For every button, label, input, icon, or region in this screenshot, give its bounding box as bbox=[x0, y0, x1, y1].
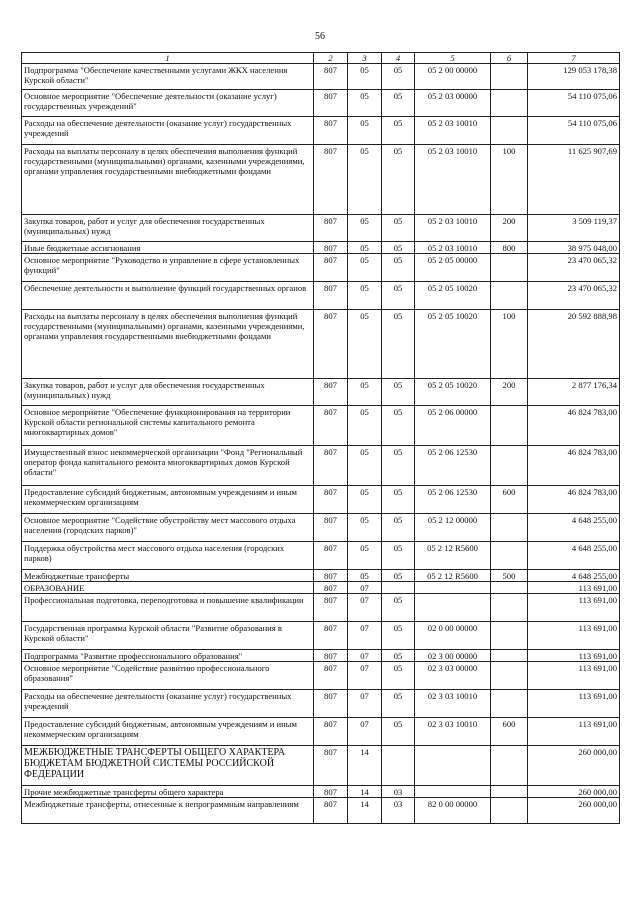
row-ministry-code: 807 bbox=[314, 570, 348, 582]
row-target-article: 02 3 03 00000 bbox=[415, 662, 491, 690]
row-expense-type bbox=[491, 64, 528, 90]
table-row bbox=[22, 446, 620, 486]
column-header: 3 bbox=[348, 53, 382, 64]
row-name: Прочие межбюджетные трансферты общего характера bbox=[22, 786, 314, 798]
row-section-code: 07 bbox=[348, 594, 382, 622]
row-expense-type bbox=[491, 446, 528, 486]
row-target-article: 05 2 00 00000 bbox=[415, 64, 491, 90]
row-target-article: 82 0 00 00000 bbox=[415, 798, 491, 824]
row-ministry-code: 807 bbox=[314, 242, 348, 254]
row-expense-type bbox=[491, 514, 528, 542]
row-amount: 54 110 075,06 bbox=[528, 90, 620, 117]
row-expense-type bbox=[491, 254, 528, 282]
row-subsection-code: 05 bbox=[382, 215, 415, 242]
row-ministry-code: 807 bbox=[314, 690, 348, 718]
row-subsection-code: 05 bbox=[382, 486, 415, 514]
row-name: Поддержка обустройства мест массового отдыха населения (городских парков) bbox=[22, 542, 314, 570]
row-ministry-code: 807 bbox=[314, 786, 348, 798]
row-target-article: 05 2 03 00000 bbox=[415, 90, 491, 117]
column-header: 7 bbox=[528, 53, 620, 64]
row-ministry-code: 807 bbox=[314, 117, 348, 145]
row-target-article: 02 3 03 10010 bbox=[415, 690, 491, 718]
row-section-code: 07 bbox=[348, 622, 382, 650]
row-target-article bbox=[415, 746, 491, 786]
row-ministry-code: 807 bbox=[314, 145, 348, 215]
row-target-article: 05 2 06 12530 bbox=[415, 446, 491, 486]
row-target-article bbox=[415, 582, 491, 594]
row-section-code: 05 bbox=[348, 514, 382, 542]
table-row bbox=[22, 622, 620, 650]
table-row bbox=[22, 406, 620, 446]
row-target-article: 05 2 03 10010 bbox=[415, 145, 491, 215]
row-subsection-code: 05 bbox=[382, 379, 415, 406]
table-row bbox=[22, 786, 620, 798]
row-amount: 23 470 065,32 bbox=[528, 282, 620, 310]
row-amount: 3 509 119,37 bbox=[528, 215, 620, 242]
row-target-article: 02 0 00 00000 bbox=[415, 622, 491, 650]
row-amount: 260 000,00 bbox=[528, 798, 620, 824]
row-expense-type bbox=[491, 117, 528, 145]
row-amount: 46 824 783,00 bbox=[528, 486, 620, 514]
page-number: 56 bbox=[315, 31, 325, 42]
table-row bbox=[22, 117, 620, 145]
row-section-code: 05 bbox=[348, 90, 382, 117]
row-subsection-code: 05 bbox=[382, 282, 415, 310]
column-header: 2 bbox=[314, 53, 348, 64]
row-subsection-code: 05 bbox=[382, 570, 415, 582]
row-target-article: 05 2 12 R5600 bbox=[415, 542, 491, 570]
row-section-code: 05 bbox=[348, 282, 382, 310]
row-section-code: 05 bbox=[348, 145, 382, 215]
row-target-article bbox=[415, 786, 491, 798]
row-amount: 260 000,00 bbox=[528, 786, 620, 798]
column-header: 1 bbox=[22, 53, 314, 64]
table-row bbox=[22, 90, 620, 117]
row-amount: 11 625 907,69 bbox=[528, 145, 620, 215]
table-row bbox=[22, 594, 620, 622]
row-expense-type bbox=[491, 282, 528, 310]
row-amount: 113 691,00 bbox=[528, 650, 620, 662]
header-row bbox=[22, 53, 620, 64]
row-name: ОБРАЗОВАНИЕ bbox=[22, 582, 314, 594]
row-subsection-code: 05 bbox=[382, 718, 415, 746]
row-section-code: 05 bbox=[348, 379, 382, 406]
row-target-article: 05 2 05 10020 bbox=[415, 379, 491, 406]
table-row bbox=[22, 542, 620, 570]
row-amount: 113 691,00 bbox=[528, 662, 620, 690]
row-section-code: 05 bbox=[348, 64, 382, 90]
row-name: Межбюджетные трансферты bbox=[22, 570, 314, 582]
row-expense-type bbox=[491, 542, 528, 570]
row-expense-type: 600 bbox=[491, 486, 528, 514]
row-ministry-code: 807 bbox=[314, 594, 348, 622]
row-section-code: 07 bbox=[348, 718, 382, 746]
row-name: Основное мероприятие "Руководство и управление в сфере установленных функций" bbox=[22, 254, 314, 282]
row-name: Иные бюджетные ассигнования bbox=[22, 242, 314, 254]
row-subsection-code: 05 bbox=[382, 242, 415, 254]
row-section-code: 05 bbox=[348, 215, 382, 242]
row-amount: 129 053 178,38 bbox=[528, 64, 620, 90]
row-subsection-code: 05 bbox=[382, 662, 415, 690]
row-target-article: 05 2 05 00000 bbox=[415, 254, 491, 282]
row-ministry-code: 807 bbox=[314, 254, 348, 282]
table-row bbox=[22, 798, 620, 824]
row-name: Основное мероприятие "Обеспечение деятельности (оказание услуг) государственных учреждений" bbox=[22, 90, 314, 117]
row-target-article bbox=[415, 594, 491, 622]
row-ministry-code: 807 bbox=[314, 662, 348, 690]
row-section-code: 14 bbox=[348, 746, 382, 786]
row-name: МЕЖБЮДЖЕТНЫЕ ТРАНСФЕРТЫ ОБЩЕГО ХАРАКТЕРА БЮДЖЕТАМ БЮДЖЕТНОЙ СИСТЕМЫ РОССИЙСКОЙ ФЕДЕРАЦИИ bbox=[22, 746, 314, 786]
row-name: Расходы на выплаты персоналу в целях обеспечения выполнения функций государственными (муниципальными) органами, казенными учреждениями, органами управления государственными внебюджетными фондами bbox=[22, 310, 314, 379]
row-subsection-code: 05 bbox=[382, 117, 415, 145]
row-section-code: 05 bbox=[348, 446, 382, 486]
table-row bbox=[22, 242, 620, 254]
row-section-code: 05 bbox=[348, 117, 382, 145]
row-name: Расходы на выплаты персоналу в целях обеспечения выполнения функций государственными (муниципальными) органами, казенными учреждениями, органами управления государственными внебюджетными фондами bbox=[22, 145, 314, 215]
table-row bbox=[22, 582, 620, 594]
row-name: Закупка товаров, работ и услуг для обеспечения государственных (муниципальных) нужд bbox=[22, 379, 314, 406]
row-ministry-code: 807 bbox=[314, 746, 348, 786]
row-name: Государственная программа Курской области "Развитие образования в Курской области" bbox=[22, 622, 314, 650]
row-expense-type bbox=[491, 662, 528, 690]
row-section-code: 07 bbox=[348, 662, 382, 690]
row-name: Расходы на обеспечение деятельности (оказание услуг) государственных учреждений bbox=[22, 690, 314, 718]
row-target-article: 02 3 00 00000 bbox=[415, 650, 491, 662]
table-row bbox=[22, 145, 620, 215]
row-ministry-code: 807 bbox=[314, 282, 348, 310]
table-row bbox=[22, 215, 620, 242]
row-subsection-code bbox=[382, 582, 415, 594]
row-amount: 113 691,00 bbox=[528, 582, 620, 594]
row-ministry-code: 807 bbox=[314, 582, 348, 594]
row-subsection-code: 05 bbox=[382, 650, 415, 662]
table-row bbox=[22, 64, 620, 90]
row-amount: 4 648 255,00 bbox=[528, 570, 620, 582]
row-section-code: 05 bbox=[348, 486, 382, 514]
row-expense-type bbox=[491, 90, 528, 117]
row-section-code: 07 bbox=[348, 690, 382, 718]
row-section-code: 07 bbox=[348, 650, 382, 662]
row-section-code: 05 bbox=[348, 242, 382, 254]
row-ministry-code: 807 bbox=[314, 514, 348, 542]
table-row bbox=[22, 379, 620, 406]
table-row bbox=[22, 650, 620, 662]
row-name: Подпрограмма "Развитие профессионального образования" bbox=[22, 650, 314, 662]
row-expense-type: 800 bbox=[491, 242, 528, 254]
row-expense-type bbox=[491, 582, 528, 594]
row-subsection-code: 05 bbox=[382, 514, 415, 542]
row-amount: 20 592 888,98 bbox=[528, 310, 620, 379]
table-row bbox=[22, 254, 620, 282]
row-expense-type bbox=[491, 622, 528, 650]
row-target-article: 05 2 12 R5600 bbox=[415, 570, 491, 582]
row-name: Подпрограмма "Обеспечение качественными услугами ЖКХ населения Курской области" bbox=[22, 64, 314, 90]
row-amount: 46 824 783,00 bbox=[528, 446, 620, 486]
row-ministry-code: 807 bbox=[314, 798, 348, 824]
row-ministry-code: 807 bbox=[314, 215, 348, 242]
row-amount: 2 877 176,34 bbox=[528, 379, 620, 406]
row-section-code: 05 bbox=[348, 310, 382, 379]
row-subsection-code: 05 bbox=[382, 622, 415, 650]
row-expense-type bbox=[491, 406, 528, 446]
row-target-article: 05 2 03 10010 bbox=[415, 242, 491, 254]
row-ministry-code: 807 bbox=[314, 406, 348, 446]
row-expense-type bbox=[491, 650, 528, 662]
row-expense-type: 500 bbox=[491, 570, 528, 582]
row-amount: 46 824 783,00 bbox=[528, 406, 620, 446]
row-subsection-code: 03 bbox=[382, 786, 415, 798]
column-header: 6 bbox=[491, 53, 528, 64]
row-expense-type bbox=[491, 786, 528, 798]
row-name: Профессиональная подготовка, переподготовка и повышение квалификации bbox=[22, 594, 314, 622]
row-subsection-code: 05 bbox=[382, 446, 415, 486]
row-name: Основное мероприятие "Содействие развитию профессионального образования" bbox=[22, 662, 314, 690]
row-subsection-code: 05 bbox=[382, 145, 415, 215]
row-name: Имущественный взнос некоммерческой организации "Фонд "Региональный оператор фонда капитального ремонта многоквартирных домов Курской области" bbox=[22, 446, 314, 486]
row-expense-type: 200 bbox=[491, 215, 528, 242]
row-target-article: 05 2 06 12530 bbox=[415, 486, 491, 514]
row-section-code: 05 bbox=[348, 542, 382, 570]
row-amount: 4 648 255,00 bbox=[528, 542, 620, 570]
row-section-code: 14 bbox=[348, 798, 382, 824]
row-section-code: 14 bbox=[348, 786, 382, 798]
table-row bbox=[22, 514, 620, 542]
row-target-article: 02 3 03 10010 bbox=[415, 718, 491, 746]
row-expense-type bbox=[491, 594, 528, 622]
row-name: Закупка товаров, работ и услуг для обеспечения государственных (муниципальных) нужд bbox=[22, 215, 314, 242]
row-name: Предоставление субсидий бюджетным, автономным учреждениям и иным некоммерческим организациям bbox=[22, 718, 314, 746]
row-expense-type: 100 bbox=[491, 310, 528, 379]
row-subsection-code: 05 bbox=[382, 406, 415, 446]
column-header: 5 bbox=[415, 53, 491, 64]
row-name: Межбюджетные трансферты, отнесенные к непрограммным направлениям bbox=[22, 798, 314, 824]
row-subsection-code: 05 bbox=[382, 542, 415, 570]
row-expense-type: 600 bbox=[491, 718, 528, 746]
row-ministry-code: 807 bbox=[314, 718, 348, 746]
row-ministry-code: 807 bbox=[314, 446, 348, 486]
table-row bbox=[22, 570, 620, 582]
row-section-code: 05 bbox=[348, 254, 382, 282]
row-subsection-code: 03 bbox=[382, 798, 415, 824]
table-row bbox=[22, 746, 620, 786]
row-expense-type: 200 bbox=[491, 379, 528, 406]
row-name: Основное мероприятие "Содействие обустройству мест массового отдыха населения (городских парков)" bbox=[22, 514, 314, 542]
row-expense-type bbox=[491, 690, 528, 718]
row-amount: 113 691,00 bbox=[528, 594, 620, 622]
row-amount: 260 000,00 bbox=[528, 746, 620, 786]
row-ministry-code: 807 bbox=[314, 542, 348, 570]
table-row bbox=[22, 690, 620, 718]
row-ministry-code: 807 bbox=[314, 64, 348, 90]
row-expense-type bbox=[491, 746, 528, 786]
row-subsection-code: 05 bbox=[382, 64, 415, 90]
row-expense-type bbox=[491, 798, 528, 824]
table-row bbox=[22, 282, 620, 310]
row-target-article: 05 2 12 00000 bbox=[415, 514, 491, 542]
table-row bbox=[22, 662, 620, 690]
row-ministry-code: 807 bbox=[314, 486, 348, 514]
row-ministry-code: 807 bbox=[314, 650, 348, 662]
row-name: Основное мероприятие "Обеспечение функционирования на территории Курской области региональной системы капитального ремонта многоквартирных домов" bbox=[22, 406, 314, 446]
row-name: Предоставление субсидий бюджетным, автономным учреждениям и иным некоммерческим организациям bbox=[22, 486, 314, 514]
row-target-article: 05 2 03 10010 bbox=[415, 215, 491, 242]
row-ministry-code: 807 bbox=[314, 379, 348, 406]
row-subsection-code bbox=[382, 746, 415, 786]
row-subsection-code: 05 bbox=[382, 594, 415, 622]
row-name: Расходы на обеспечение деятельности (оказание услуг) государственных учреждений bbox=[22, 117, 314, 145]
column-header: 4 bbox=[382, 53, 415, 64]
table-row bbox=[22, 310, 620, 379]
row-amount: 4 648 255,00 bbox=[528, 514, 620, 542]
row-subsection-code: 05 bbox=[382, 90, 415, 117]
row-section-code: 05 bbox=[348, 406, 382, 446]
row-section-code: 07 bbox=[348, 582, 382, 594]
row-subsection-code: 05 bbox=[382, 254, 415, 282]
budget-table bbox=[21, 52, 620, 824]
row-amount: 113 691,00 bbox=[528, 622, 620, 650]
row-name: Обеспечение деятельности и выполнение функций государственных органов bbox=[22, 282, 314, 310]
row-amount: 113 691,00 bbox=[528, 690, 620, 718]
row-amount: 38 975 048,00 bbox=[528, 242, 620, 254]
row-amount: 23 470 065,32 bbox=[528, 254, 620, 282]
row-target-article: 05 2 05 10020 bbox=[415, 282, 491, 310]
row-amount: 54 110 075,06 bbox=[528, 117, 620, 145]
row-ministry-code: 807 bbox=[314, 622, 348, 650]
row-subsection-code: 05 bbox=[382, 690, 415, 718]
row-ministry-code: 807 bbox=[314, 90, 348, 117]
table-row bbox=[22, 486, 620, 514]
row-amount: 113 691,00 bbox=[528, 718, 620, 746]
row-target-article: 05 2 06 00000 bbox=[415, 406, 491, 446]
row-target-article: 05 2 05 10020 bbox=[415, 310, 491, 379]
row-ministry-code: 807 bbox=[314, 310, 348, 379]
table-row bbox=[22, 718, 620, 746]
row-section-code: 05 bbox=[348, 570, 382, 582]
row-expense-type: 100 bbox=[491, 145, 528, 215]
row-subsection-code: 05 bbox=[382, 310, 415, 379]
row-target-article: 05 2 03 10010 bbox=[415, 117, 491, 145]
